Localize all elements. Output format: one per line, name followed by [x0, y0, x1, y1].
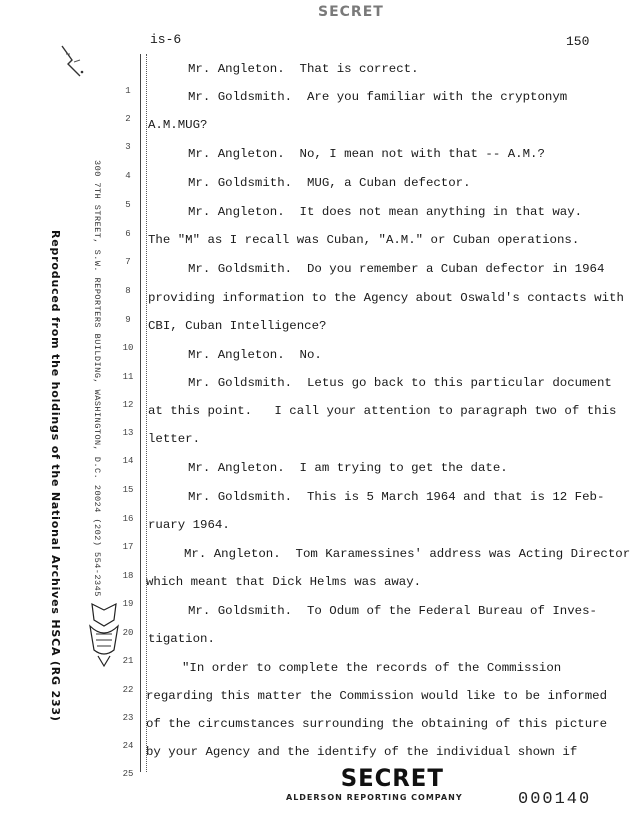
- footer-classification-stamp: SECRET: [340, 764, 444, 792]
- transcript-line: [0, 514, 638, 552]
- line-number: 8: [125, 286, 131, 296]
- line-text: letter.: [148, 432, 201, 446]
- line-text: Mr. Angleton. It does not mean anything in that way.: [188, 205, 583, 219]
- line-number: 20: [122, 628, 134, 638]
- line-text: which meant that Dick Helms was away.: [146, 575, 422, 589]
- reporter-code: is-6: [150, 32, 182, 47]
- line-number: 22: [122, 685, 134, 695]
- line-number: 25: [122, 769, 134, 779]
- line-number: 5: [125, 200, 131, 210]
- transcript-line: [0, 315, 638, 353]
- archive-reproduction-note: Reproduced from the holdings of the National Archives HSCA (RG 233): [49, 230, 62, 722]
- page-number: 150: [566, 34, 590, 49]
- line-number: 18: [122, 571, 134, 581]
- line-number: 14: [122, 456, 134, 466]
- line-number: 3: [125, 142, 131, 152]
- line-text: Mr. Angleton. No, I mean not with that -- A.M.?: [188, 147, 545, 161]
- line-text: tigation.: [148, 632, 215, 646]
- line-number: 17: [122, 542, 134, 552]
- transcript-line: [0, 486, 638, 524]
- line-number: 13: [122, 428, 134, 438]
- line-text: Mr. Goldsmith. Letus go back to this particular document: [188, 376, 612, 390]
- transcript-line: [0, 457, 638, 495]
- document-id: 000140: [518, 790, 592, 809]
- line-number: 23: [122, 713, 134, 723]
- line-text: Mr. Goldsmith. MUG, a Cuban defector.: [188, 176, 471, 190]
- line-number: 6: [125, 229, 131, 239]
- line-text: of the circumstances surrounding the obtaining of this picture: [146, 717, 608, 731]
- line-number: 2: [125, 114, 131, 124]
- line-text: regarding this matter the Commission would like to be informed: [146, 689, 608, 703]
- line-text: The "M" as I recall was Cuban, "A.M." or Cuban operations.: [148, 233, 580, 247]
- line-text: "In order to complete the records of the Commission: [182, 661, 562, 675]
- transcript-line: [0, 172, 638, 210]
- transcript-line: [0, 600, 638, 638]
- line-number: 24: [122, 741, 134, 751]
- transcript-line: [0, 713, 638, 751]
- line-number: 7: [125, 257, 131, 267]
- line-number: 16: [122, 514, 134, 524]
- line-text: by your Agency and the identify of the individual shown if: [146, 745, 578, 759]
- transcript-line: [0, 258, 638, 296]
- transcript-line: [0, 86, 638, 124]
- reporter-address: 300 7TH STREET, S.W. REPORTERS BUILDING, WASHINGTON, D.C. 20024 (202) 554-2345: [92, 160, 102, 597]
- line-text: A.M.MUG?: [148, 118, 208, 132]
- transcript-line: [0, 400, 638, 438]
- line-number: 1: [125, 86, 131, 96]
- transcript-line: [0, 628, 638, 666]
- line-text: Mr. Angleton. No.: [188, 348, 322, 362]
- transcript-line: [0, 372, 638, 410]
- line-text: Mr. Goldsmith. Do you remember a Cuban defector in 1964: [188, 262, 605, 276]
- line-text: Mr. Goldsmith. Are you familiar with the cryptonym: [188, 90, 568, 104]
- transcript-line: [0, 571, 638, 609]
- line-number: 9: [125, 315, 131, 325]
- line-text: CBI, Cuban Intelligence?: [148, 319, 327, 333]
- transcript-line: [0, 229, 638, 267]
- line-number: 10: [122, 343, 134, 353]
- line-text: Mr. Angleton. That is correct.: [188, 62, 419, 76]
- reporting-company: ALDERSON REPORTING COMPANY: [286, 793, 463, 802]
- transcript-line: [0, 201, 638, 239]
- line-text: Mr. Goldsmith. This is 5 March 1964 and that is 12 Feb-: [188, 490, 605, 504]
- line-text: Mr. Angleton. I am trying to get the date.: [188, 461, 508, 475]
- line-number: 19: [122, 599, 134, 609]
- line-text: Mr. Goldsmith. To Odum of the Federal Bureau of Inves-: [188, 604, 597, 618]
- transcript-line: [0, 58, 638, 96]
- line-number: 11: [122, 372, 134, 382]
- line-number: 15: [122, 485, 134, 495]
- line-text: providing information to the Agency about Oswald's contacts with: [148, 291, 624, 305]
- transcript-line: [0, 114, 638, 152]
- transcript-line: [0, 685, 638, 723]
- transcript-line: [0, 287, 638, 325]
- line-number: 12: [122, 400, 134, 410]
- line-text: ruary 1964.: [148, 518, 230, 532]
- line-text: at this point. I call your attention to paragraph two of this: [148, 404, 617, 418]
- transcript-line: [0, 143, 638, 181]
- transcript-line: [0, 344, 638, 382]
- transcript-line: [0, 657, 638, 695]
- line-text: Mr. Angleton. Tom Karamessines' address was Acting Director: [184, 547, 631, 561]
- line-number: 21: [122, 656, 134, 666]
- line-number: 4: [125, 171, 131, 181]
- top-classification-stamp: SECRET: [318, 4, 384, 20]
- transcript-line: [0, 543, 638, 581]
- transcript-line: [0, 428, 638, 466]
